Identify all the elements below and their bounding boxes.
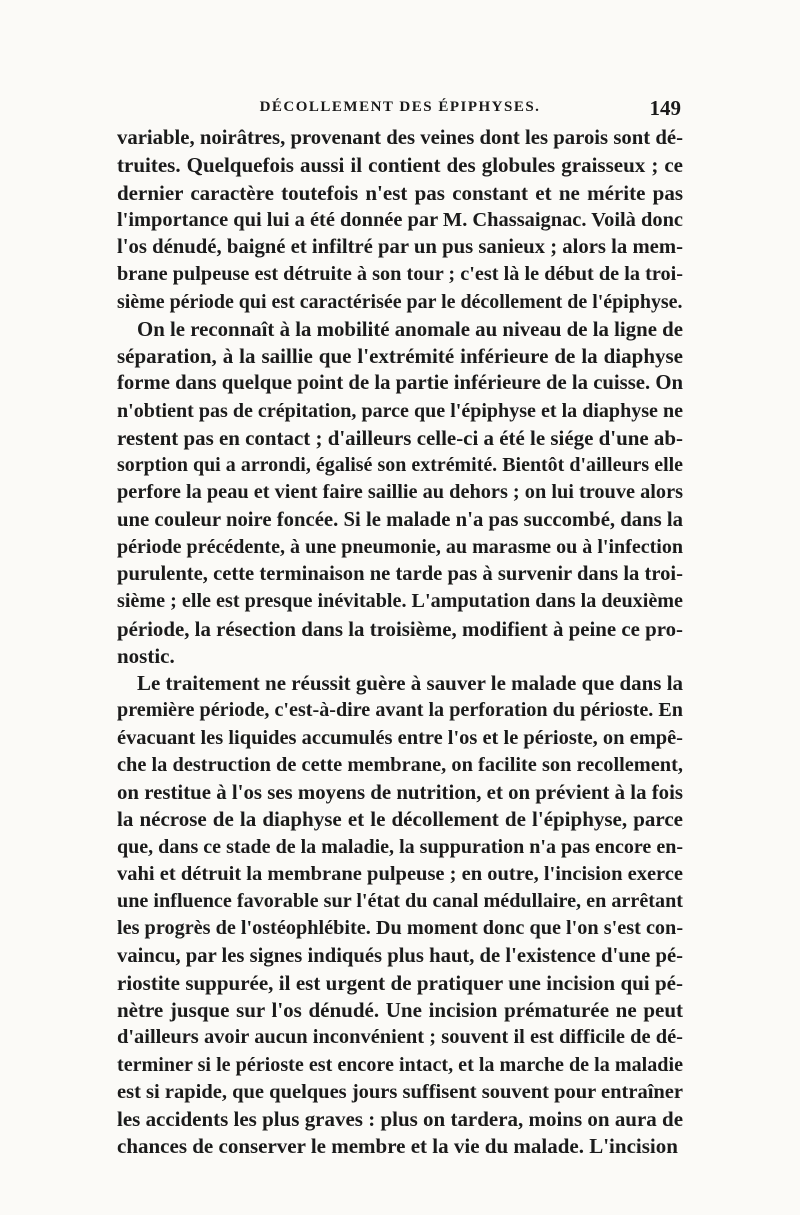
text-line: période précédente, à une pneumonie, au marasme ou à l'infection xyxy=(117,535,683,558)
text-line: sorption qui a arrondi, égalisé son extrémité. Bientôt d'ailleurs elle xyxy=(117,454,683,476)
text-line: la nécrose de la diaphyse et le décollement de l'épiphyse, parce xyxy=(117,807,683,832)
text-line: l'os dénudé, baigné et infiltré par un pus sanieux ; alors la mem- xyxy=(117,236,683,258)
text-line: vahi et détruit la membrane pulpeuse ; en outre, l'incision exerce xyxy=(117,862,683,885)
paragraph xyxy=(117,670,683,1161)
text-line: forme dans quelque point de la partie inférieure de la cuisse. On xyxy=(117,372,683,395)
text-line: une influence favorable sur l'état du canal médullaire, en arrêtant xyxy=(117,890,683,912)
text-line: restent pas en contact ; d'ailleurs celle-ci a été le siége d'une ab- xyxy=(117,425,683,450)
page-header xyxy=(117,96,683,123)
paragraph xyxy=(117,125,683,316)
text-line: évacuant les liquides accumulés entre l'os et le périoste, on empê- xyxy=(117,726,683,749)
page-number: 149 xyxy=(649,96,681,120)
text-line: perfore la peau et vient faire saillie au dehors ; on lui trouve alors xyxy=(117,481,683,504)
text-line: n'obtient pas de crépitation, parce que l'épiphyse et la diaphyse ne xyxy=(117,399,683,422)
text-line: on restitue à l'os ses moyens de nutrition, et on prévient à la fois xyxy=(117,780,683,804)
text-line: brane pulpeuse est détruite à son tour ; c'est là le début de la troi- xyxy=(117,263,683,286)
text-line: est si rapide, que quelques jours suffisent souvent pour entraîner xyxy=(117,1080,683,1103)
text-line: che la destruction de cette membrane, on facilite son recollement, xyxy=(117,753,683,776)
text-line: riostite suppurée, il est urgent de pratiquer une incision qui pé- xyxy=(117,970,683,995)
text-line: nètre jusque sur l'os dénudé. Une incision prématurée ne peut xyxy=(117,998,683,1022)
text-line: nostic. xyxy=(117,643,175,668)
text-line: première période, c'est-à-dire avant la perforation du périoste. En xyxy=(117,699,683,722)
text-line: purulente, cette terminaison ne tarde pas à survenir dans la troi- xyxy=(117,563,683,585)
text-line: sième période qui est caractérisée par le décollement de l'épiphyse. xyxy=(117,290,683,313)
paragraph xyxy=(117,316,683,670)
running-head: DÉCOLLEMENT DES ÉPIPHYSES. xyxy=(259,99,541,115)
text-line: chances de conserver le membre et la vie du malade. L'incision xyxy=(117,1134,678,1159)
text-line: d'ailleurs avoir aucun inconvénient ; souvent il est difficile de dé- xyxy=(117,1026,683,1049)
text-line: que, dans ce stade de la maladie, la suppuration n'a pas encore en- xyxy=(117,835,683,858)
text-line: période, la résection dans la troisième, modifient à peine ce pro- xyxy=(117,616,683,641)
text-line: Le traitement ne réussit guère à sauver le malade que dans la xyxy=(137,671,683,695)
text-line: On le reconnaît à la mobilité anomale au niveau de la ligne de xyxy=(137,316,683,341)
text-line: vaincu, par les signes indiqués plus haut, de l'existence d'une pé- xyxy=(117,944,683,967)
text-line: les progrès de l'ostéophlébite. Du moment donc que l'on s'est con- xyxy=(117,917,684,940)
text-line: truites. Quelquefois aussi il contient des globules graisseux ; ce xyxy=(117,153,683,178)
body-text xyxy=(117,125,683,1161)
text-line: une couleur noire foncée. Si le malade n'a pas succombé, dans la xyxy=(117,508,683,531)
text-line: variable, noirâtres, provenant des veines dont les parois sont dé- xyxy=(117,127,683,149)
text-line: terminer si le périoste est encore intact, et la marche de la maladie xyxy=(117,1053,683,1076)
text-line: sième ; elle est presque inévitable. L'amputation dans la deuxième xyxy=(117,590,683,613)
text-line: dernier caractère toutefois n'est pas constant et ne mérite pas xyxy=(117,180,683,205)
text-line: l'importance qui lui a été donnée par M. Chassaignac. Voilà donc xyxy=(117,208,683,231)
text-line: séparation, à la saillie que l'extrémité inférieure de la diaphyse xyxy=(117,344,683,368)
text-line: les accidents les plus graves : plus on tardera, moins on aura de xyxy=(117,1107,683,1131)
